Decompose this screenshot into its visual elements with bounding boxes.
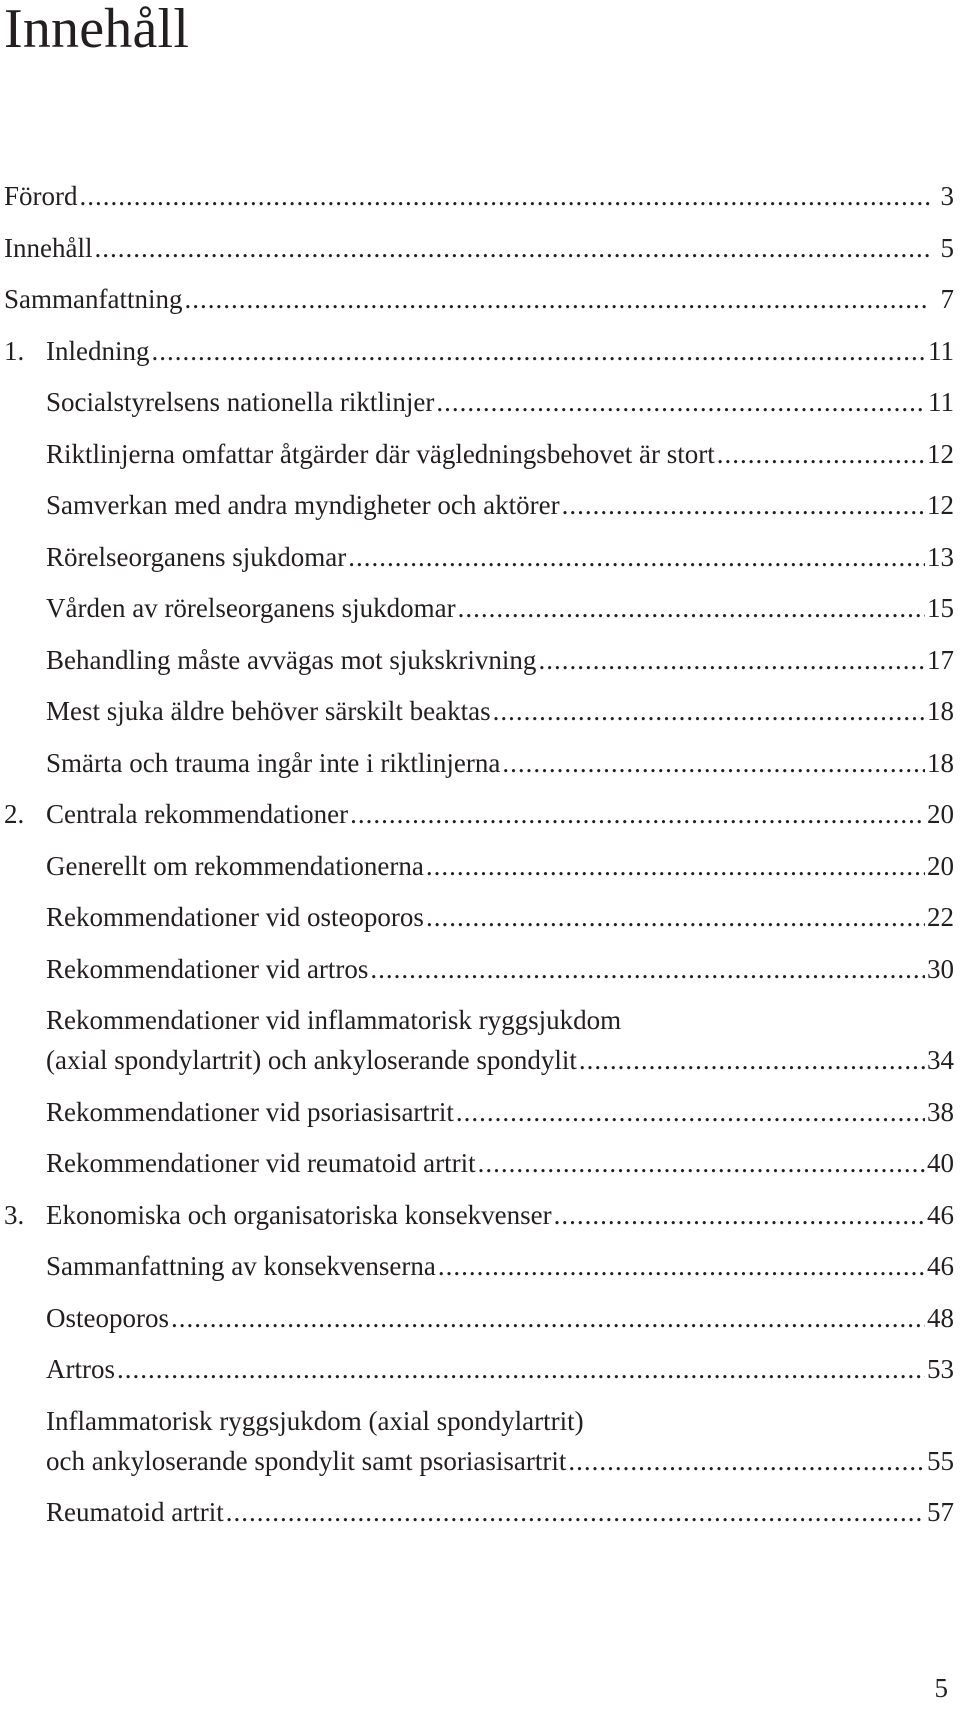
toc-entry[interactable] xyxy=(4,743,954,783)
toc-entry-label: Rekommendationer vid artros xyxy=(46,953,369,984)
dot-leader xyxy=(478,1143,925,1183)
toc-entry-page: 11 xyxy=(928,387,954,417)
toc-entry-page: 13 xyxy=(927,541,954,572)
toc-entry[interactable] xyxy=(4,794,954,834)
toc-entry-label: Ekonomiska och organisatoriska konsekvenser xyxy=(46,1199,552,1230)
toc-entry-label: Behandling måste avvägas mot sjukskrivning xyxy=(46,644,537,675)
toc-entry-page: 46 xyxy=(927,1199,954,1230)
toc-entry-label-line1: Inflammatorisk ryggsjukdom (axial spondylartrit) xyxy=(46,1405,584,1436)
toc-entry-label: Innehåll xyxy=(4,232,93,263)
toc-entry-label-line1: Rekommendationer vid inflammatorisk ryggsjukdom xyxy=(46,1005,622,1035)
toc-entry-page: 7 xyxy=(940,284,954,314)
toc-entry-label: Rekommendationer vid reumatoid artrit xyxy=(46,1148,476,1178)
toc-entry[interactable] xyxy=(4,228,954,268)
toc-entry-label: (axial spondylartrit) och ankyloserande spondylit xyxy=(46,1045,577,1075)
toc-entry-label: Rörelseorganens sjukdomar xyxy=(46,541,347,572)
dot-leader xyxy=(426,846,925,886)
toc-entry[interactable] xyxy=(4,897,954,937)
toc-entry-label: Sammanfattning av konsekvenserna xyxy=(46,1251,436,1281)
dot-leader xyxy=(717,434,925,474)
toc-entry-page: 22 xyxy=(927,902,954,932)
toc-entry-label: Socialstyrelsens nationella riktlinjer xyxy=(46,387,435,417)
dot-leader xyxy=(117,1349,925,1389)
dot-leader xyxy=(370,949,925,989)
toc-entry-label: Mest sjuka äldre behöver särskilt beaktas xyxy=(46,696,491,726)
toc-entry-page: 34 xyxy=(927,1045,954,1075)
toc-entry[interactable] xyxy=(4,1492,954,1532)
toc-entry-label: Osteoporos xyxy=(46,1302,169,1333)
toc-entry[interactable] xyxy=(4,331,954,371)
toc-entry-label: Rekommendationer vid osteoporos xyxy=(46,902,424,932)
dot-leader xyxy=(184,279,930,319)
toc-entry[interactable] xyxy=(4,485,954,525)
dot-leader xyxy=(226,1492,925,1532)
toc-entry-label: Reumatoid artrit xyxy=(46,1497,224,1527)
toc-entry-page: 46 xyxy=(927,1251,954,1281)
toc-entry-page: 17 xyxy=(927,644,954,675)
dot-leader xyxy=(436,382,926,422)
dot-leader xyxy=(348,537,925,577)
toc-entry-page: 5 xyxy=(940,232,954,263)
toc-entry-page: 20 xyxy=(927,850,954,881)
toc-entry-label: Smärta och trauma ingår inte i riktlinjerna xyxy=(46,747,501,778)
toc-entry-page: 57 xyxy=(927,1497,954,1527)
dot-leader xyxy=(80,176,931,216)
toc-entry[interactable] xyxy=(4,1246,954,1286)
dot-leader xyxy=(554,1195,925,1235)
toc-entry-label: och ankyloserande spondylit samt psoriasisartrit xyxy=(46,1445,567,1476)
toc-entry-page: 12 xyxy=(927,490,954,520)
toc-entry[interactable] xyxy=(4,1092,954,1132)
toc-entry-page: 18 xyxy=(927,747,954,778)
toc-entry[interactable] xyxy=(4,279,954,319)
toc-entry-page: 38 xyxy=(927,1096,954,1127)
toc-entry[interactable] xyxy=(4,691,954,731)
dot-leader xyxy=(568,1441,925,1481)
dot-leader xyxy=(502,743,925,783)
toc-entry-page: 30 xyxy=(927,953,954,984)
toc-entry[interactable] xyxy=(4,1298,954,1338)
page-title: Innehåll xyxy=(4,0,190,60)
table-of-contents xyxy=(4,176,954,1544)
toc-entry-page: 53 xyxy=(927,1354,954,1384)
toc-entry[interactable] xyxy=(4,846,954,886)
toc-entry[interactable] xyxy=(4,176,954,216)
toc-entry[interactable] xyxy=(4,588,954,628)
page-number: 5 xyxy=(934,1673,948,1703)
toc-entry[interactable] xyxy=(4,1195,954,1235)
toc-entry-page: 15 xyxy=(927,593,954,623)
toc-entry-number: 1. xyxy=(4,335,25,366)
toc-entry-number: 2. xyxy=(4,799,25,829)
toc-entry-label: Generellt om rekommendationerna xyxy=(46,850,424,881)
dot-leader xyxy=(456,1092,925,1132)
toc-entry-label: Artros xyxy=(46,1354,115,1384)
toc-entry[interactable] xyxy=(4,382,954,422)
toc-entry-label: Rekommendationer vid psoriasisartrit xyxy=(46,1096,454,1127)
toc-entry-number: 3. xyxy=(4,1199,25,1230)
dot-leader xyxy=(493,691,925,731)
toc-entry-label: Förord xyxy=(4,181,78,211)
toc-entry-page: 55 xyxy=(927,1445,954,1476)
toc-entry[interactable] xyxy=(4,1349,954,1389)
toc-entry-label: Inledning xyxy=(46,335,150,366)
toc-entry[interactable] xyxy=(4,1000,954,1080)
dot-leader xyxy=(562,485,925,525)
toc-entry[interactable] xyxy=(4,537,954,577)
toc-entry-label: Riktlinjerna omfattar åtgärder där vägledningsbehovet är stort xyxy=(46,438,715,469)
dot-leader xyxy=(458,588,925,628)
toc-entry[interactable] xyxy=(4,640,954,680)
toc-entry-page: 11 xyxy=(928,335,954,366)
toc-entry[interactable] xyxy=(4,434,954,474)
toc-entry-label: Vården av rörelseorganens sjukdomar xyxy=(46,593,456,623)
dot-leader xyxy=(151,331,926,371)
dot-leader xyxy=(94,228,930,268)
dot-leader xyxy=(350,794,925,834)
toc-entry-page: 20 xyxy=(927,799,954,829)
toc-entry[interactable] xyxy=(4,949,954,989)
dot-leader xyxy=(171,1298,925,1338)
toc-entry-page: 3 xyxy=(940,181,954,211)
toc-entry-label: Sammanfattning xyxy=(4,284,183,314)
toc-entry-page: 40 xyxy=(927,1148,954,1178)
dot-leader xyxy=(579,1040,925,1080)
toc-entry-page: 48 xyxy=(927,1302,954,1333)
toc-entry[interactable] xyxy=(4,1401,954,1481)
toc-entry[interactable] xyxy=(4,1143,954,1183)
toc-entry-label: Centrala rekommendationer xyxy=(46,799,349,829)
dot-leader xyxy=(538,640,925,680)
toc-entry-page: 12 xyxy=(927,438,954,469)
toc-entry-label: Samverkan med andra myndigheter och aktörer xyxy=(46,490,560,520)
dot-leader xyxy=(426,897,925,937)
toc-entry-page: 18 xyxy=(927,696,954,726)
dot-leader xyxy=(438,1246,925,1286)
